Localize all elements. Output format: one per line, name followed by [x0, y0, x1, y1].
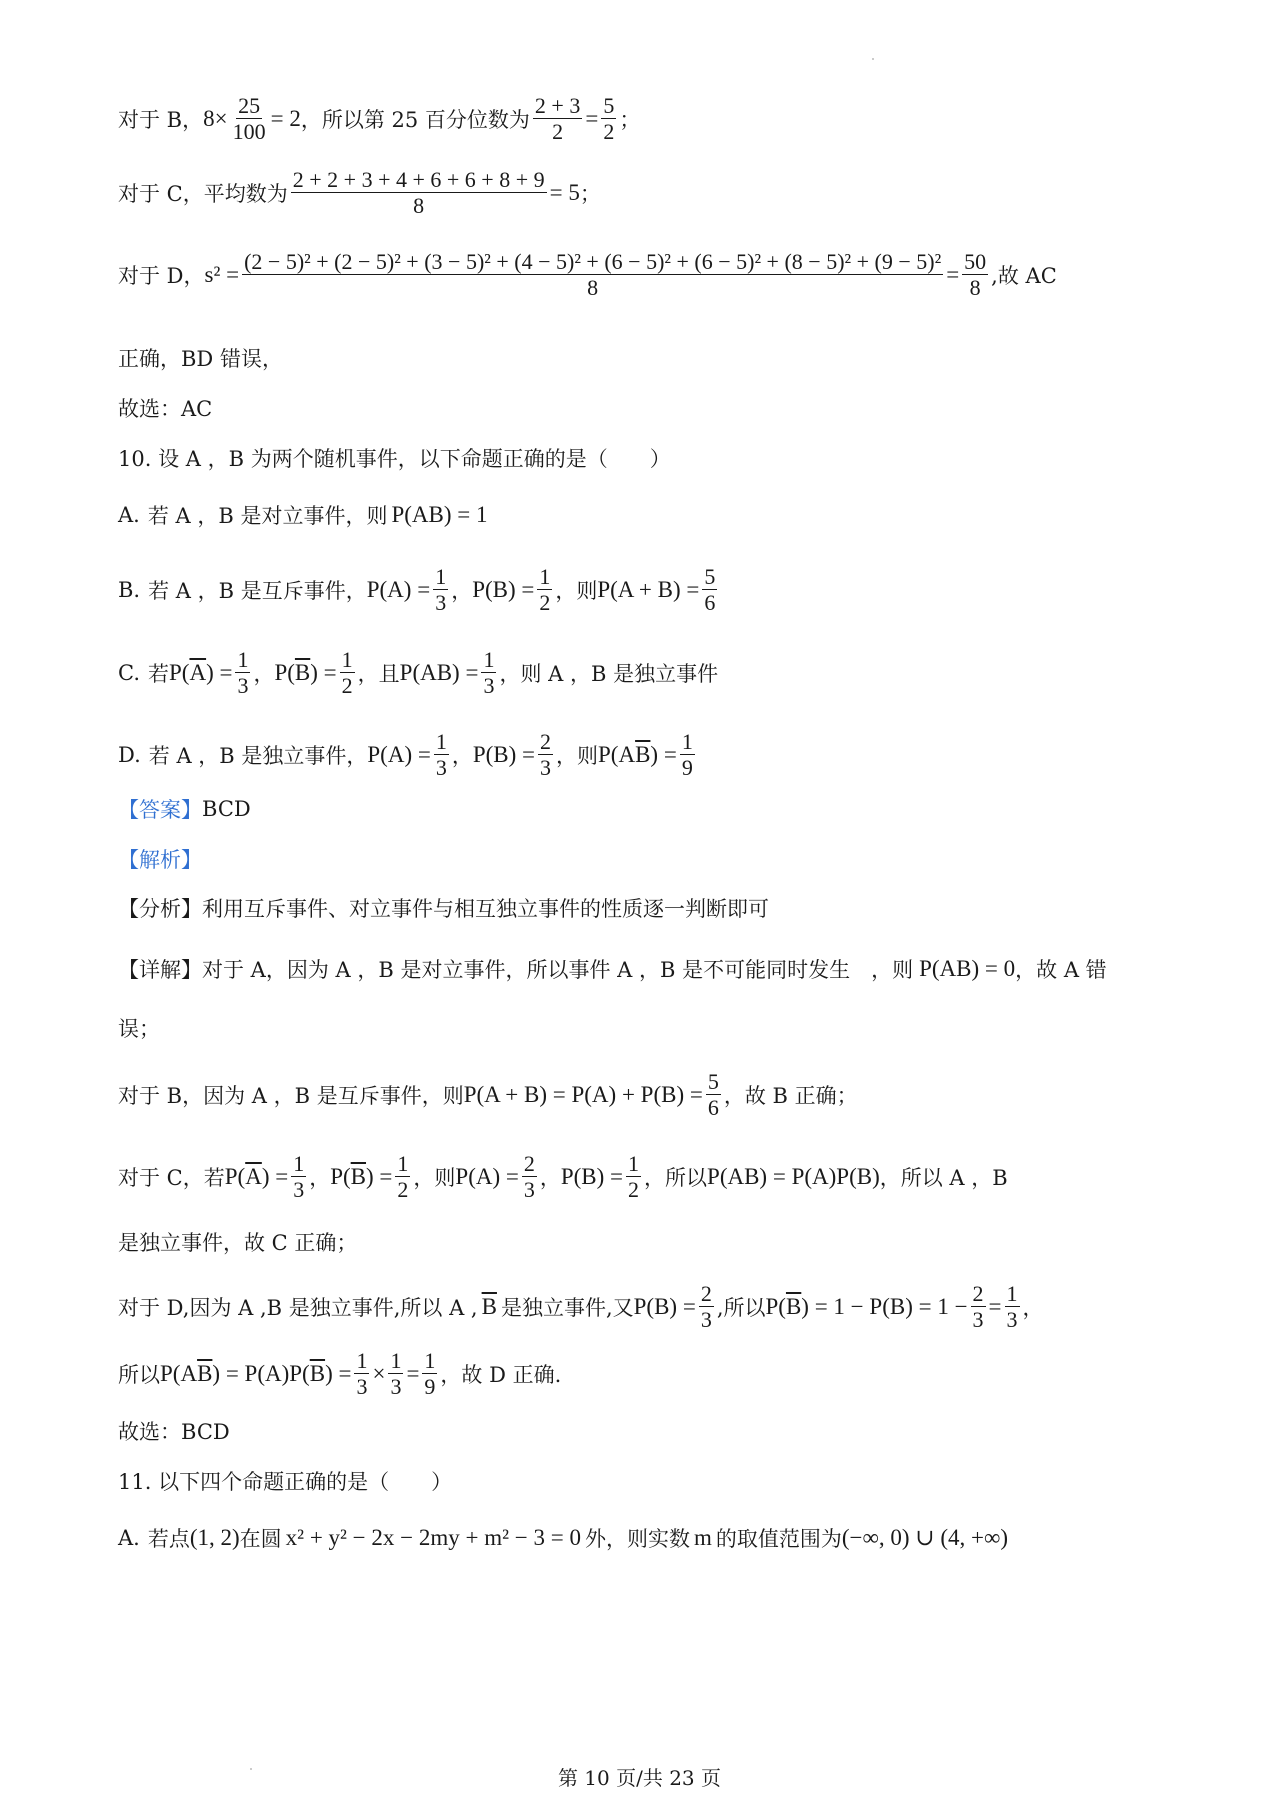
choice-line: 故选：BCD — [118, 1420, 230, 1444]
scan-speck — [872, 58, 874, 60]
option-d: D. 若 A ，B 是独立事件， P(A) = $\frac{1}{3}$ ， P(B) = $\frac{2}{3}$ ，则 $P(A\overline{B})$ = $\frac{1}{9}$ — [118, 729, 693, 781]
option-b: B. 若 A ，B 是互斥事件， P(A) = $\frac{1}{3}$ ， P(B) = $\frac{1}{2}$ ，则 P(A + B) = $\frac{5}{6}$ — [118, 564, 716, 616]
text: ； — [619, 107, 641, 132]
fraction: $\frac{2 + 2 + 3 + 4 + 6 + 6 + 8 + 9}{8}$ — [292, 167, 545, 219]
scan-speck — [250, 1768, 252, 1770]
answer-value: BCD — [202, 797, 251, 821]
question-stem: 10. 设 A ，B 为两个随机事件，以下命题正确的是（ ） — [118, 447, 671, 471]
option-c: C. 若 $P(\overline{A})$ = $\frac{1}{3}$ ， $P(\overline{B})$ = $\frac{1}{2}$ ，且 P(AB) = $\frac{1}{3}$ ，则 A ，B 是独立事件 — [118, 647, 719, 699]
solution-line-d — [118, 250, 1057, 299]
fenxi-line: 【分析】 利用互斥事件、对立事件与相互独立事件的性质逐一判断即可 — [118, 897, 769, 921]
math: s² = — [204, 261, 240, 287]
xiangjie-line-a: 【详解】 对于 A，因为 A ，B 是对立事件，所以事件 A ，B 是不可能同时发生 ，则 P(AB) = 0 ，故 A 错 — [118, 956, 1107, 982]
text: 对于 B， — [118, 107, 204, 132]
answer-tag: 【答案】 — [118, 798, 202, 822]
math: = — [585, 105, 599, 131]
fraction: $\frac{25}{100}$ — [232, 93, 266, 145]
text-line: 误； — [118, 1017, 160, 1041]
analysis-tag: 【解析】 — [118, 848, 202, 872]
text: 对于 D， — [118, 263, 205, 288]
solution-line-b — [118, 94, 640, 143]
math: = — [946, 261, 960, 287]
math: = 2 — [270, 105, 301, 131]
fraction: $\frac{5}{2}$ — [603, 93, 615, 145]
text: ,故 AC — [991, 263, 1057, 288]
fraction: $\frac{50}{8}$ — [964, 249, 987, 301]
text-line: 是独立事件，故 C 正确； — [118, 1231, 358, 1255]
option-a: A. 若 A ，B 是对立事件，则 P(AB) = 1 — [118, 502, 488, 528]
page-footer: 第 10 页/共 23 页 — [557, 1766, 722, 1790]
math: 8× — [203, 105, 228, 131]
xiangjie-line-b: 对于 B，因为 A ，B 是互斥事件，则 P(A + B) = P(A) + P(B) = $\frac{5}{6}$ ，故 B 正确； — [118, 1069, 858, 1121]
fraction: (2 − 5)² + (2 − 5)² + (3 − 5)² + (4 − 5)² + (6 − 5)² + (6 − 5)² + (8 − 5)² + (9 − 5)² 8 — [244, 249, 942, 301]
choice-line: 故选：AC — [118, 397, 213, 421]
option-a: A. 若点 (1, 2) 在圆 x² + y² − 2x − 2my + m² − 3 = 0 外，则实数 m 的取值范围为 (−∞, 0) ∪ (4, +∞) — [118, 1525, 1009, 1551]
math: = 5 — [549, 179, 580, 205]
answer-line — [118, 794, 251, 824]
text: ，所以第 25 百分位数为 — [300, 107, 530, 132]
text: ； — [579, 181, 601, 206]
xiangjie-line-e: 所以 $P(A\overline{B}) = P(A)P(\overline{B})$ = $\frac{1}{3}$ × $\frac{1}{3}$ = $\frac{1}{9}$ ，故 D 正确. — [118, 1348, 562, 1400]
xiangjie-line-d: 对于 D,因为 A ,B 是独立事件,所以 A , $\overline{B}$ 是独立事件,又 P(B) = $\frac{2}{3}$ ,所以 $P(\overline{B}) = 1 - P(B) = 1$ − $\frac{2}{3}$ = $\frac{1}{3}$ ， — [118, 1281, 1044, 1333]
xiangjie-line-c: 对于 C，若 $P(\overline{A})$ = $\frac{1}{3}$ ， $P(\overline{B})$ = $\frac{1}{2}$ ，则 P(A) = $\frac{2}{3}$ ， P(B) = $\frac{1}{2}$ ，所以 P(AB) = P(A)P(B) ，所以 A ，B — [118, 1151, 1008, 1203]
fraction: $\frac{2 + 3}{2}$ — [534, 93, 581, 145]
solution-line-c — [118, 168, 601, 217]
question-stem: 11. 以下四个命题正确的是（ ） — [118, 1470, 453, 1494]
text: 对于 C，平均数为 — [118, 181, 288, 206]
text-line: 正确，BD 错误， — [118, 347, 283, 371]
